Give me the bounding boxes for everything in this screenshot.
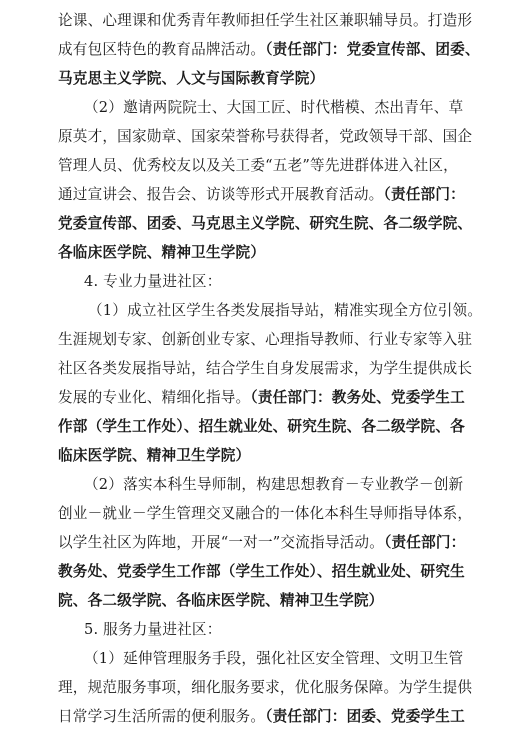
responsibility-text: 马克思主义学院、人文与国际教育学院） [58, 70, 325, 87]
body-text: （1）成立社区学生各类发展指导站，精准实现全方位引领。 [88, 302, 483, 319]
body-text: 论课、心理课和优秀青年教师担任学生社区兼职辅导员。打造形 [58, 12, 473, 29]
text-line [58, 267, 484, 296]
body-text: 日常学习生活所需的便利服务。 [58, 708, 266, 725]
text-line [58, 528, 484, 557]
text-line [58, 151, 484, 180]
responsibility-text: （责任部门：教务处、党委学生工 [250, 389, 465, 406]
text-line [58, 557, 484, 586]
responsibility-text: （责任部门： [384, 534, 466, 551]
text-line [58, 702, 484, 731]
text-line [58, 93, 484, 122]
text-line [58, 412, 484, 441]
body-text: （1）延伸管理服务手段，强化社区安全管理、文明卫生管 [84, 650, 464, 667]
body-text: （2）邀请两院院士、大国工匠、时代楷模、杰出青年、草 [84, 99, 464, 116]
text-line [58, 6, 484, 35]
responsibility-text: 作部（学生工作处）、招生就业处、研究生院、各二级学院、各 [58, 418, 465, 435]
text-line [58, 673, 484, 702]
text-line [58, 209, 484, 238]
text-line [58, 296, 484, 325]
responsibility-text: 党委宣传部、团委、马克思主义学院、研究生院、各二级学院、 [58, 215, 473, 232]
body-text: 4. 专业力量进社区： [84, 273, 222, 290]
body-text: 成有包区特色的教育品牌活动。 [58, 41, 266, 58]
body-text: 原英才，国家勋章、国家荣誉称号获得者，党政领导干部、国企 [58, 128, 473, 145]
body-text: 理，规范服务事项，细化服务要求，优化服务保障。为学生提供 [58, 679, 473, 696]
responsibility-text: 临床医学院、精神卫生学院） [58, 447, 251, 464]
body-text: 生涯规划专家、创新创业专家、心理指导教师、行业专家等入驻 [58, 331, 473, 348]
text-line [58, 35, 484, 64]
responsibility-text: 各临床医学院、精神卫生学院） [58, 244, 266, 261]
body-text: 通过宣讲会、报告会、访谈等形式开展教育活动。 [58, 186, 384, 203]
text-line [58, 615, 484, 644]
text-line [58, 644, 484, 673]
text-line [58, 238, 484, 267]
body-text: （2）落实本科生导师制，构建思想教育－专业教学－创新 [84, 476, 464, 493]
responsibility-text: 院、各二级学院、各临床医学院、精神卫生学院） [58, 592, 384, 609]
text-line [58, 122, 484, 151]
text-line [58, 325, 484, 354]
text-line [58, 354, 484, 383]
text-line [58, 470, 484, 499]
text-line [58, 383, 484, 412]
body-text: 社区各类发展指导站，结合学生自身发展需求，为学生提供成长 [58, 360, 473, 377]
body-text: 创业－就业－学生管理交叉融合的一体化本科生导师指导体系， [58, 505, 473, 522]
text-line [58, 441, 484, 470]
responsibility-text: （责任部门：团委、党委学生工 [265, 708, 465, 725]
body-text: 以学生社区为阵地，开展“一对一”交流指导活动。 [58, 534, 384, 551]
text-line [58, 64, 484, 93]
body-text: 5. 服务力量进社区： [84, 621, 222, 638]
responsibility-text: （责任部门：党委宣传部、团委、 [265, 41, 480, 58]
body-text: 管理人员、优秀校友以及关工委“五老”等先进群体进入社区， [58, 157, 458, 174]
text-line [58, 180, 484, 209]
responsibility-text: （责任部门： [383, 186, 465, 203]
text-line [58, 586, 484, 615]
text-line [58, 499, 484, 528]
responsibility-text: 教务处、党委学生工作部（学生工作处）、招生就业处、研究生 [58, 563, 465, 580]
body-text: 发展的专业化、精细化指导。 [58, 389, 251, 406]
